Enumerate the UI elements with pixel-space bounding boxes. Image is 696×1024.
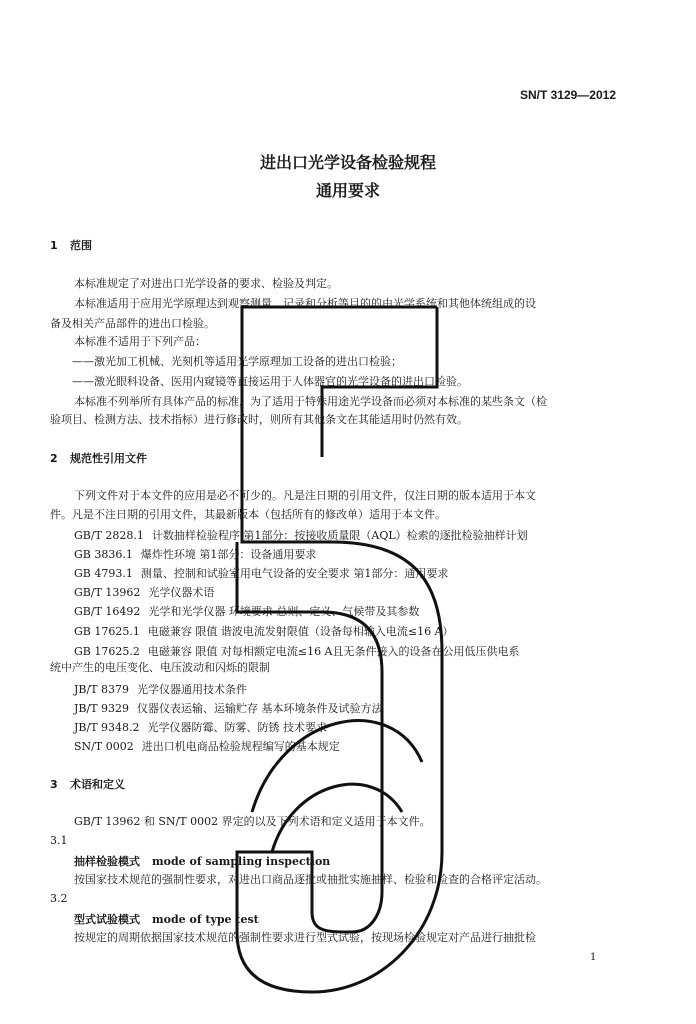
reference-item: SN/T 0002 进出口机电商品检验规程编写的基本规定 (74, 740, 340, 753)
list-item: ——激光加工机械、光刻机等适用光学原理加工设备的进出口检验； (72, 355, 402, 368)
term-number: 3.1 (50, 834, 68, 847)
section-number: 3 (50, 778, 58, 791)
reference-item: JB/T 8379 光学仪器通用技术条件 (74, 683, 248, 696)
paragraph-continuation: 验项目、检测方法、技术指标）进行修改时，则所有其他条文在其能适用时仍然有效。 (50, 413, 468, 426)
term-number: 3.2 (50, 892, 68, 905)
term-heading: 型式试验模式 mode of type test (74, 913, 259, 926)
section-title: 术语和定义 (70, 778, 125, 791)
reference-item: GB/T 13962 光学仪器术语 (74, 586, 215, 599)
term-heading: 抽样检验模式 mode of sampling inspection (74, 855, 331, 868)
watermark-stamp (232, 292, 447, 1012)
paragraph: 本标准不列举所有具体产品的标准，为了适用于特殊用途光学设备而必须对本标准的某些条文（检 (74, 395, 547, 408)
document-title: 进出口光学设备检验规程 (259, 153, 436, 172)
section-1-heading (50, 237, 92, 253)
page-mark: 1 (590, 952, 597, 963)
section-title: 范围 (70, 239, 92, 252)
paragraph: GB/T 13962 和 SN/T 0002 界定的以及下列术语和定义适用于本文件。 (74, 815, 431, 828)
list-item: ——激光眼科设备、医用内窥镜等直接运用于人体器官的光学设备的进出口检验。 (72, 375, 468, 388)
reference-item: JB/T 9329 仪器仪表运输、运输贮存 基本环境条件及试验方法 (74, 702, 383, 715)
reference-item: GB 17625.2 电磁兼容 限值 对每相额定电流≤16 A且无条件接入的设备在公用低压供电系 (74, 645, 520, 658)
paragraph: 本标准规定了对进出口光学设备的要求、检验及判定。 (74, 277, 338, 290)
reference-item: GB 17625.1 电磁兼容 限值 谐波电流发射限值（设备每相输入电流≤16 A） (74, 625, 454, 638)
paragraph: 本标准不适用于下列产品： (74, 335, 206, 348)
term-definition: 按国家技术规范的强制性要求，对进出口商品逐批或抽批实施抽样、检验和检查的合格评定活动。 (74, 873, 547, 886)
reference-item: GB 3836.1 爆炸性环境 第1部分：设备通用要求 (74, 548, 317, 561)
section-number: 2 (50, 452, 58, 465)
section-number: 1 (50, 239, 58, 252)
document-subtitle: 通用要求 (315, 181, 380, 200)
reference-item: GB/T 2828.1 计数抽样检验程序 第1部分：按接收质量限（AQL）检索的逐批检验抽样计划 (74, 529, 528, 542)
paragraph: 下列文件对于本文件的应用是必不可少的。凡是注日期的引用文件，仅注日期的版本适用于本文 (74, 489, 536, 502)
paragraph-continuation: 件。凡是不注日期的引用文件，其最新版本（包括所有的修改单）适用于本文件。 (50, 508, 446, 521)
paragraph-continuation: 备及相关产品部件的进出口检验。 (50, 317, 215, 330)
section-3-heading (50, 776, 125, 792)
document-code: SN/T 3129—2012 (519, 88, 616, 102)
term-definition: 按规定的周期依据国家技术规范的强制性要求进行型式试验，按现场检验规定对产品进行抽批检 (74, 931, 536, 944)
reference-item: JB/T 9348.2 光学仪器防霉、防雾、防锈 技术要求 (74, 721, 328, 734)
section-2-heading (50, 450, 147, 466)
reference-item: GB/T 16492 光学和光学仪器 环境要求 总则、定义、气候带及其参数 (74, 605, 420, 618)
paragraph: 本标准适用于应用光学原理达到观察测量、记录和分析等目的的由光学系统和其他体统组成的设 (74, 297, 536, 310)
section-title: 规范性引用文件 (70, 452, 147, 465)
reference-item: GB 4793.1 测量、控制和试验室用电气设备的安全要求 第1部分：通用要求 (74, 567, 449, 580)
reference-continuation: 统中产生的电压变化、电压波动和闪烁的限制 (50, 661, 270, 674)
